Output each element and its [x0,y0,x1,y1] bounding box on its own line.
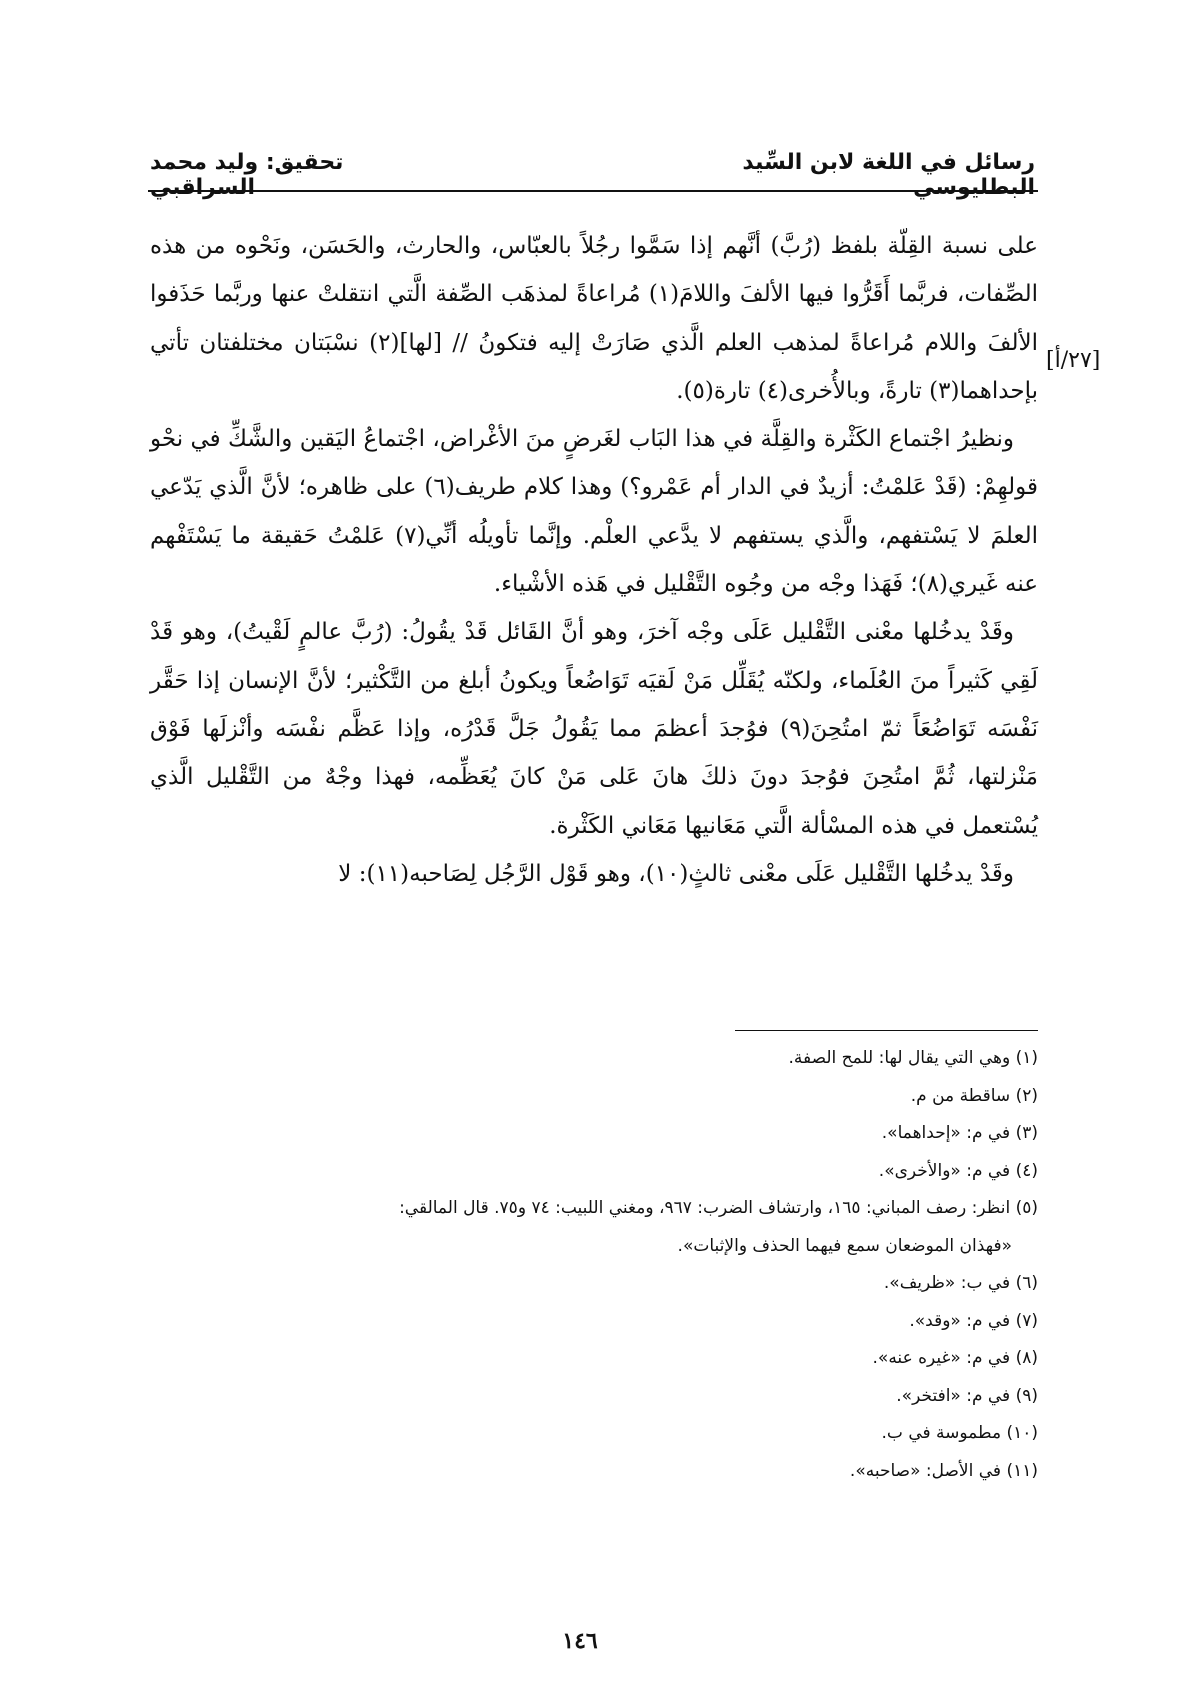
footnotes [150,1040,1038,1490]
paragraph: ونظيرُ اجْتماع الكَثْرة والقِلَّة في هذا البَاب لغَرضٍ منَ الأغْراض، اجْتماعُ اليَقين والشَّكِّ في نحْو قولهِمْ: (قَدْ عَلمْتُ: أزيدٌ في الدار أم عَمْرو؟) وهذا كلام طريف(٦) على ظاهره؛ لأنَّ الَّذي يَدّعي العلمَ لا يَسْتفهم، والَّذي يستفهم لا يدَّعي العلْم. وإنَّما تأويلُه أنِّي(٧) عَلمْتُ حَقيقة ما يَسْتَفْهم عنه غَيري(٨)؛ فَهَذا وجْه من وجُوه التَّقْليل في هَذه الأشْياء. [150,426,1038,598]
footnote: (٥) انظر: رصف المباني: ١٦٥، وارتشاف الضرب: ٩٦٧، ومغني اللبيب: ٧٤ و٧٥. قال المالقي: [399,1198,1038,1218]
footnote: (١١) في الأصل: «صاحبه». [849,1460,1038,1481]
paragraph: وقَدْ يدخُلها معْنى التَّقْليل عَلَى وجْه آخرَ، وهو أنَّ القَائل قَدْ يقُولُ: (رُبَّ عالمٍ لَقْيتُ)، وهو قَدْ لَقِي كَثيراً منَ العُلَماء، ولكنّه يُقَلِّل مَنْ لَقيَه تَوَاضُعاً ويكونُ أبلغ من التَّكْثير؛ لأنَّ الإنسان إذا حَقَّر نَفْسَه تَوَاضُعَاً ثمّ امتُحِنَ(٩) فوُجدَ أعظمَ مما يَقُولُ جَلَّ قَدْرُه، وإذا عَظَّم نفْسَه وأنْزلَها فَوْق مَنْزلتها، ثُمَّ امتُحِنَ فوُجدَ دونَ ذلكَ هانَ عَلى مَنْ كانَ يُعَظِّمه، فهذا وجْهٌ من التَّقْليل الَّذي يُسْتعمل في هذه المسْألة الَّتي مَعَانيها مَعَاني الكَثْرة. [150,619,1039,839]
footnote: (٢) ساقطة من م. [910,1085,1038,1106]
paragraph: علی نسبة القِلّة بلفظ (رُبَّ) أنَّهم إذا سَمَّوا رجُلاً بالعبّاس، والحارث، والحَسَن، ونَحْوه من هذه الصِّفات، فربَّما أَقَرُّوا فيها الألفَ واللامَ(١) مُراعاةً لمذهَب الصِّفة الَّتي انتقلتْ عنها وربَّما حَذَفوا الألفَ واللام مُراعاةً لمذهب العلم الَّذي صَارَتْ إليه فتكونُ // [لها](٢) نسْبَتان مختلفتان تأتي بإحداهما(٣) تارةً، وبالأُخرى(٤) تارة(٥). [150,233,1039,404]
footnote: (١) وهي التي يقال لها: للمح الصفة. [788,1048,1038,1068]
footnote: (١٠) مطموسة في ب. [881,1423,1038,1443]
paragraph: وقَدْ يدخُلها التَّقْليل عَلَى معْنى ثالثٍ(١٠)، وهو قَوْل الرَّجُل لِصَاحبه(١١): لا [338,860,1014,887]
footnote-continuation: «فهذان الموضعان سمع فيهما الحذف والإثبات». [677,1235,1012,1256]
page-number: ١٤٦ [562,1628,598,1654]
manuscript-folio-marker: [٢٧/أ] [1046,348,1101,373]
footnote: (٧) في م: «وقد». [909,1310,1038,1331]
footnote: (٦) في ب: «ظريف». [883,1273,1038,1293]
footnote: (٣) في م: «إحداهما». [881,1123,1038,1143]
footnote: (٤) في م: «والأخرى». [878,1160,1038,1181]
footnote: (٨) في م: «غيره عنه». [872,1348,1038,1368]
editor-credit: تحقيق: وليد محمد السراقبي [150,150,344,200]
book-title: رسائل في اللغة لابن السِّيد البطليوسي [742,150,1035,200]
footnote-separator [735,1030,1038,1031]
header-rule [148,190,1038,192]
footnote: (٩) في م: «افتخر». [896,1385,1038,1406]
main-text [150,222,1038,898]
